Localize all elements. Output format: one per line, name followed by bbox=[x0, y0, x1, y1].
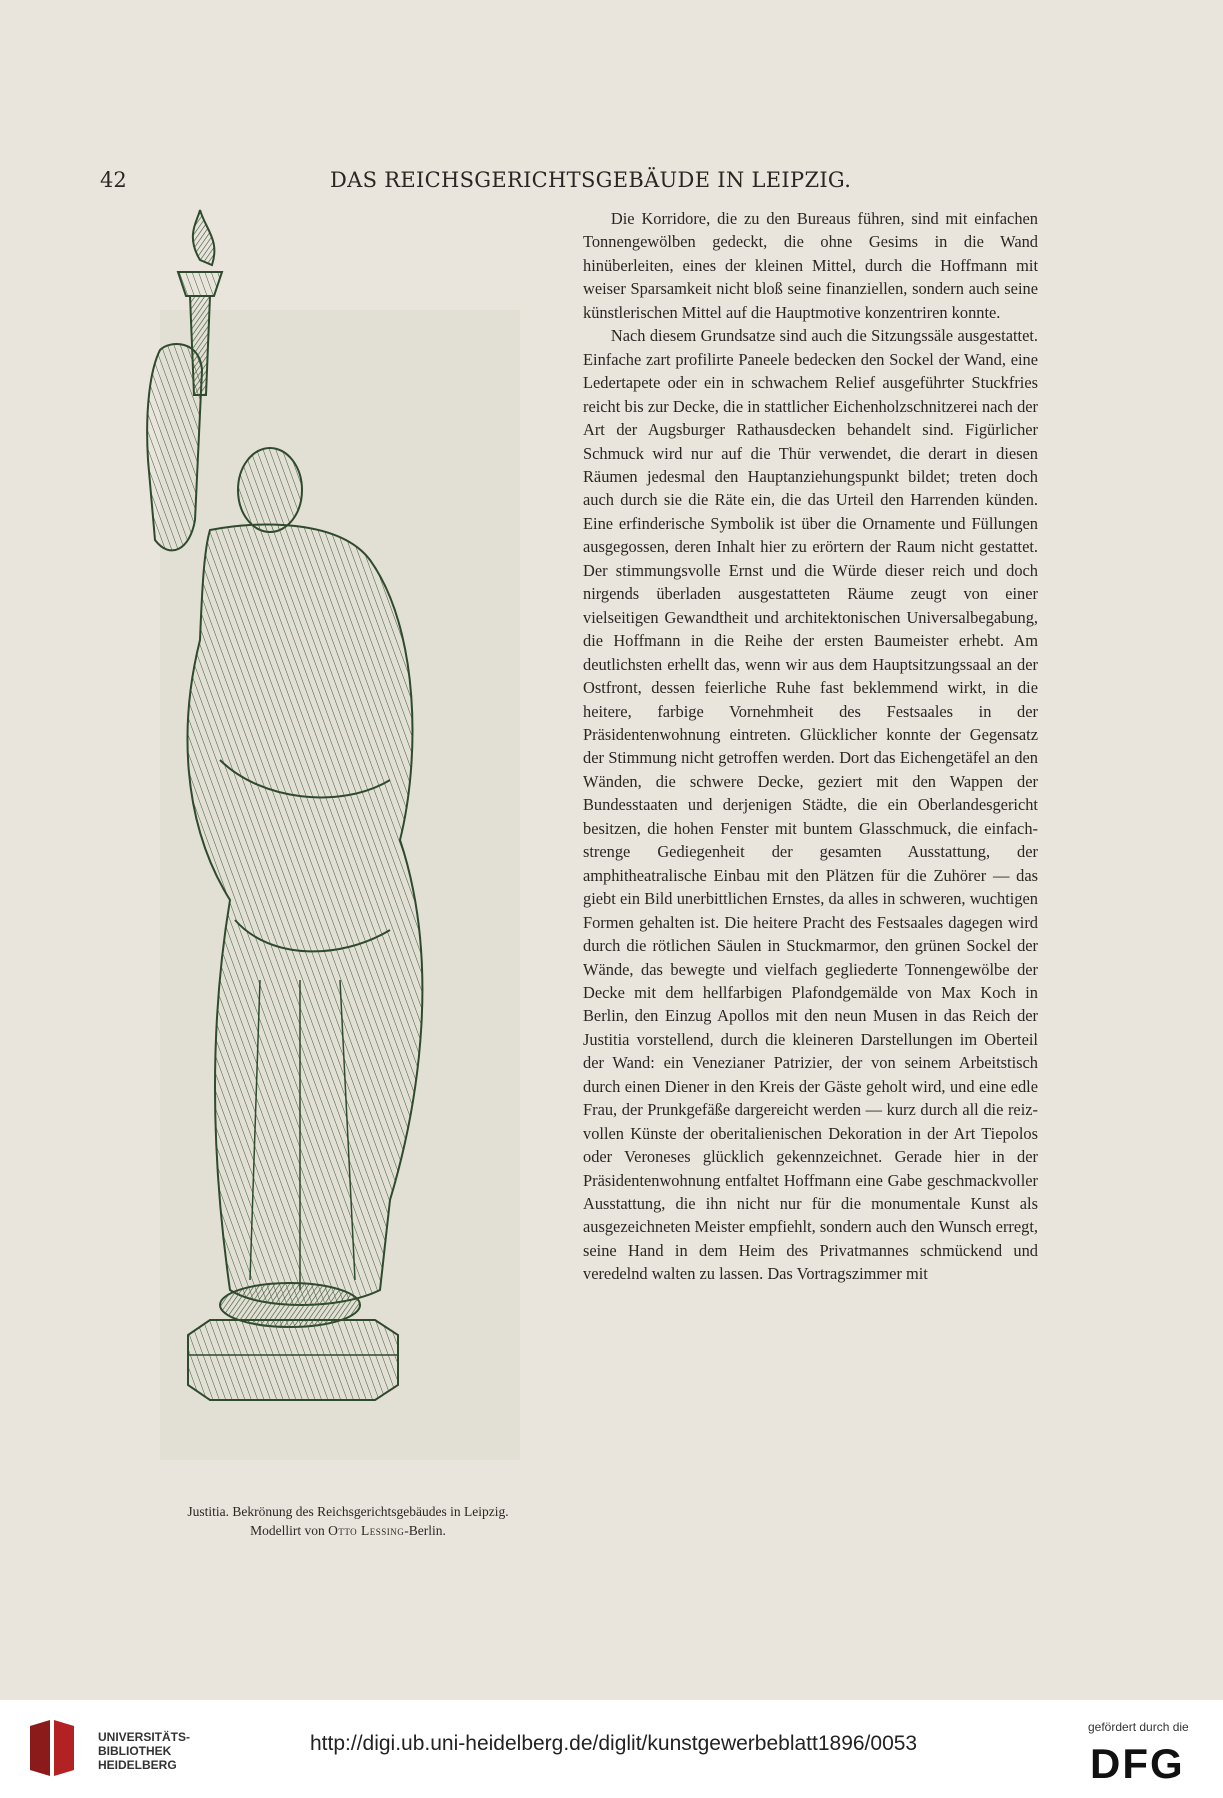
body-text-column bbox=[583, 207, 1038, 1286]
caption-line-2 bbox=[118, 1521, 578, 1540]
footer-bar bbox=[0, 1700, 1223, 1798]
source-url[interactable]: http://digi.ub.uni-heidelberg.de/diglit/kunstgewerbeblatt1896/0053 bbox=[310, 1732, 918, 1755]
statue-base bbox=[188, 1320, 398, 1400]
paragraph-2: Nach diesem Grundsatze sind auch die Sitzungssäle ausgestattet. Einfache zart profilirte Paneele bedecken den Sockel der Wand, eine Ledertapete oder ein in schwachem Relief ausgeführter Stuckfries reicht bis zur Decke, die in stattlicher Eichenholzschnitzerei nach der Art der Augsburger Rathausdecken behandelt sind. Figürlicher Schmuck wird nur auf die Thür verwendet, die derart in diesen Räumen jedesmal den Hauptanziehungspunkt bildet; treten doch auch durch sie die Räte ein, die das Urteil den Harrenden künden. Eine erfinderische Symbolik ist über die Ornamente und Füllungen ausgegossen, deren Inhalt hier zu erörtern der Raum nicht gestattet. Der stimmungsvolle Ernst und die Würde dieser reich und doch nirgends überladen ausgestatteten Räume zeugt von einer vielseitigen Gewandtheit und architektonischen Universalbegabung, die Hoffmann in die Reihe der ersten Baumeister erhebt. Am deutlichsten erhellt das, wenn wir aus dem Hauptsitzungssaal an der Ostfront, dessen feierliche Ruhe fast beklemmend wirkt, in die heitere, farbige Vornehmheit des Festsaales in der Präsidentenwohnung eintreten. Glücklicher konnte der Gegensatz der Stimmung nicht getroffen werden. Dort das Eichengetäfel an den Wänden, die schwere Decke, geziert mit den Wappen der Bundesstaaten und derjenigen Städte, die ein Oberlandesgericht besitzen, die hohen Fenster mit buntem Glasschmuck, die einfach-strenge Gediegenheit der gesamten Ausstattung, der amphitheatralische Einbau mit den Plätzen für die Zuhörer — das giebt ein Bild unerbittlichen Ernstes, da alles in schweren, wuchtigen Formen gehalten ist. Die heitere Pracht des Festsaales dagegen wird durch die rötlichen Säulen in Stuckmarmor, den grünen Sockel der Wände, das bewegte und vielfach gegliederte Tonnengewölbe der Decke mit dem hellfarbigen Plafondgemälde von Max Koch in Berlin, den Einzug Apollos mit den neun Musen in das Reich der Justitia vorstellend, durch die kleineren Darstellungen im Oberteil der Wand: ein Venezianer Patrizier, der von seinem Arbeitstisch durch einen Diener in den Kreis der Gäste geholt wird, und eine edle Frau, der Prunkgefäße dargereicht werden — kurz durch all die reizvollen Künste der oberitalienischen Dekoration in der Art Tiepolos oder Veroneses glücklich gekennzeichnet. Gerade hier in der Präsidentenwohnung entfaltet Hoffmann eine Gabe geschmackvoller Ausstattung, die ihn nicht nur für die monumentale Kunst als ausgezeichneten Meister empfiehlt, sondern auch den Wunsch erregt, seine Hand in dem Heim des Privatmannes schmückend und veredelnd walten zu lassen. Das Vortragszimmer mit bbox=[583, 326, 1038, 1284]
statue-head bbox=[238, 448, 302, 532]
page-number: 42 bbox=[100, 168, 127, 192]
caption-artist: Otto Lessing bbox=[328, 1523, 405, 1538]
caption-line-1: Justitia. Bekrönung des Reichsgerichtsgebäudes in Leipzig. bbox=[187, 1504, 509, 1519]
paragraph-1: Die Korridore, die zu den Bureaus führen, sind mit einfachen Tonnengewölben gedeckt, die ohne Gesims in die Wand hinüberleiten, eines der kleinen Mittel, durch die Hoffmann mit weiser Sparsamkeit nicht bloß seine finanziellen, sondern auch seine künstlerischen Mittel auf die Hauptmotive konzentriren konnte. bbox=[583, 209, 1038, 322]
university-library-logo-icon bbox=[20, 1718, 82, 1780]
library-line-3: HEIDELBERG bbox=[98, 1758, 177, 1772]
running-title: DAS REICHSGERICHTSGEBÄUDE IN LEIPZIG. bbox=[330, 168, 852, 192]
dfg-logo: DFG bbox=[1090, 1740, 1185, 1787]
funded-by-label: gefördert durch die bbox=[1088, 1720, 1189, 1734]
caption-prefix: Modellirt von bbox=[250, 1523, 329, 1538]
statue-engraving bbox=[140, 200, 560, 1490]
figure-caption bbox=[118, 1502, 578, 1540]
library-name bbox=[98, 1730, 190, 1772]
library-line-1: UNIVERSITÄTS- bbox=[98, 1730, 191, 1744]
caption-suffix: -Berlin. bbox=[404, 1523, 446, 1538]
torch-cup bbox=[178, 272, 222, 296]
justitia-statue-illustration bbox=[140, 200, 560, 1490]
library-line-2: BIBLIOTHEK bbox=[98, 1744, 172, 1758]
raised-arm bbox=[147, 344, 202, 550]
torch-flame bbox=[193, 210, 215, 265]
